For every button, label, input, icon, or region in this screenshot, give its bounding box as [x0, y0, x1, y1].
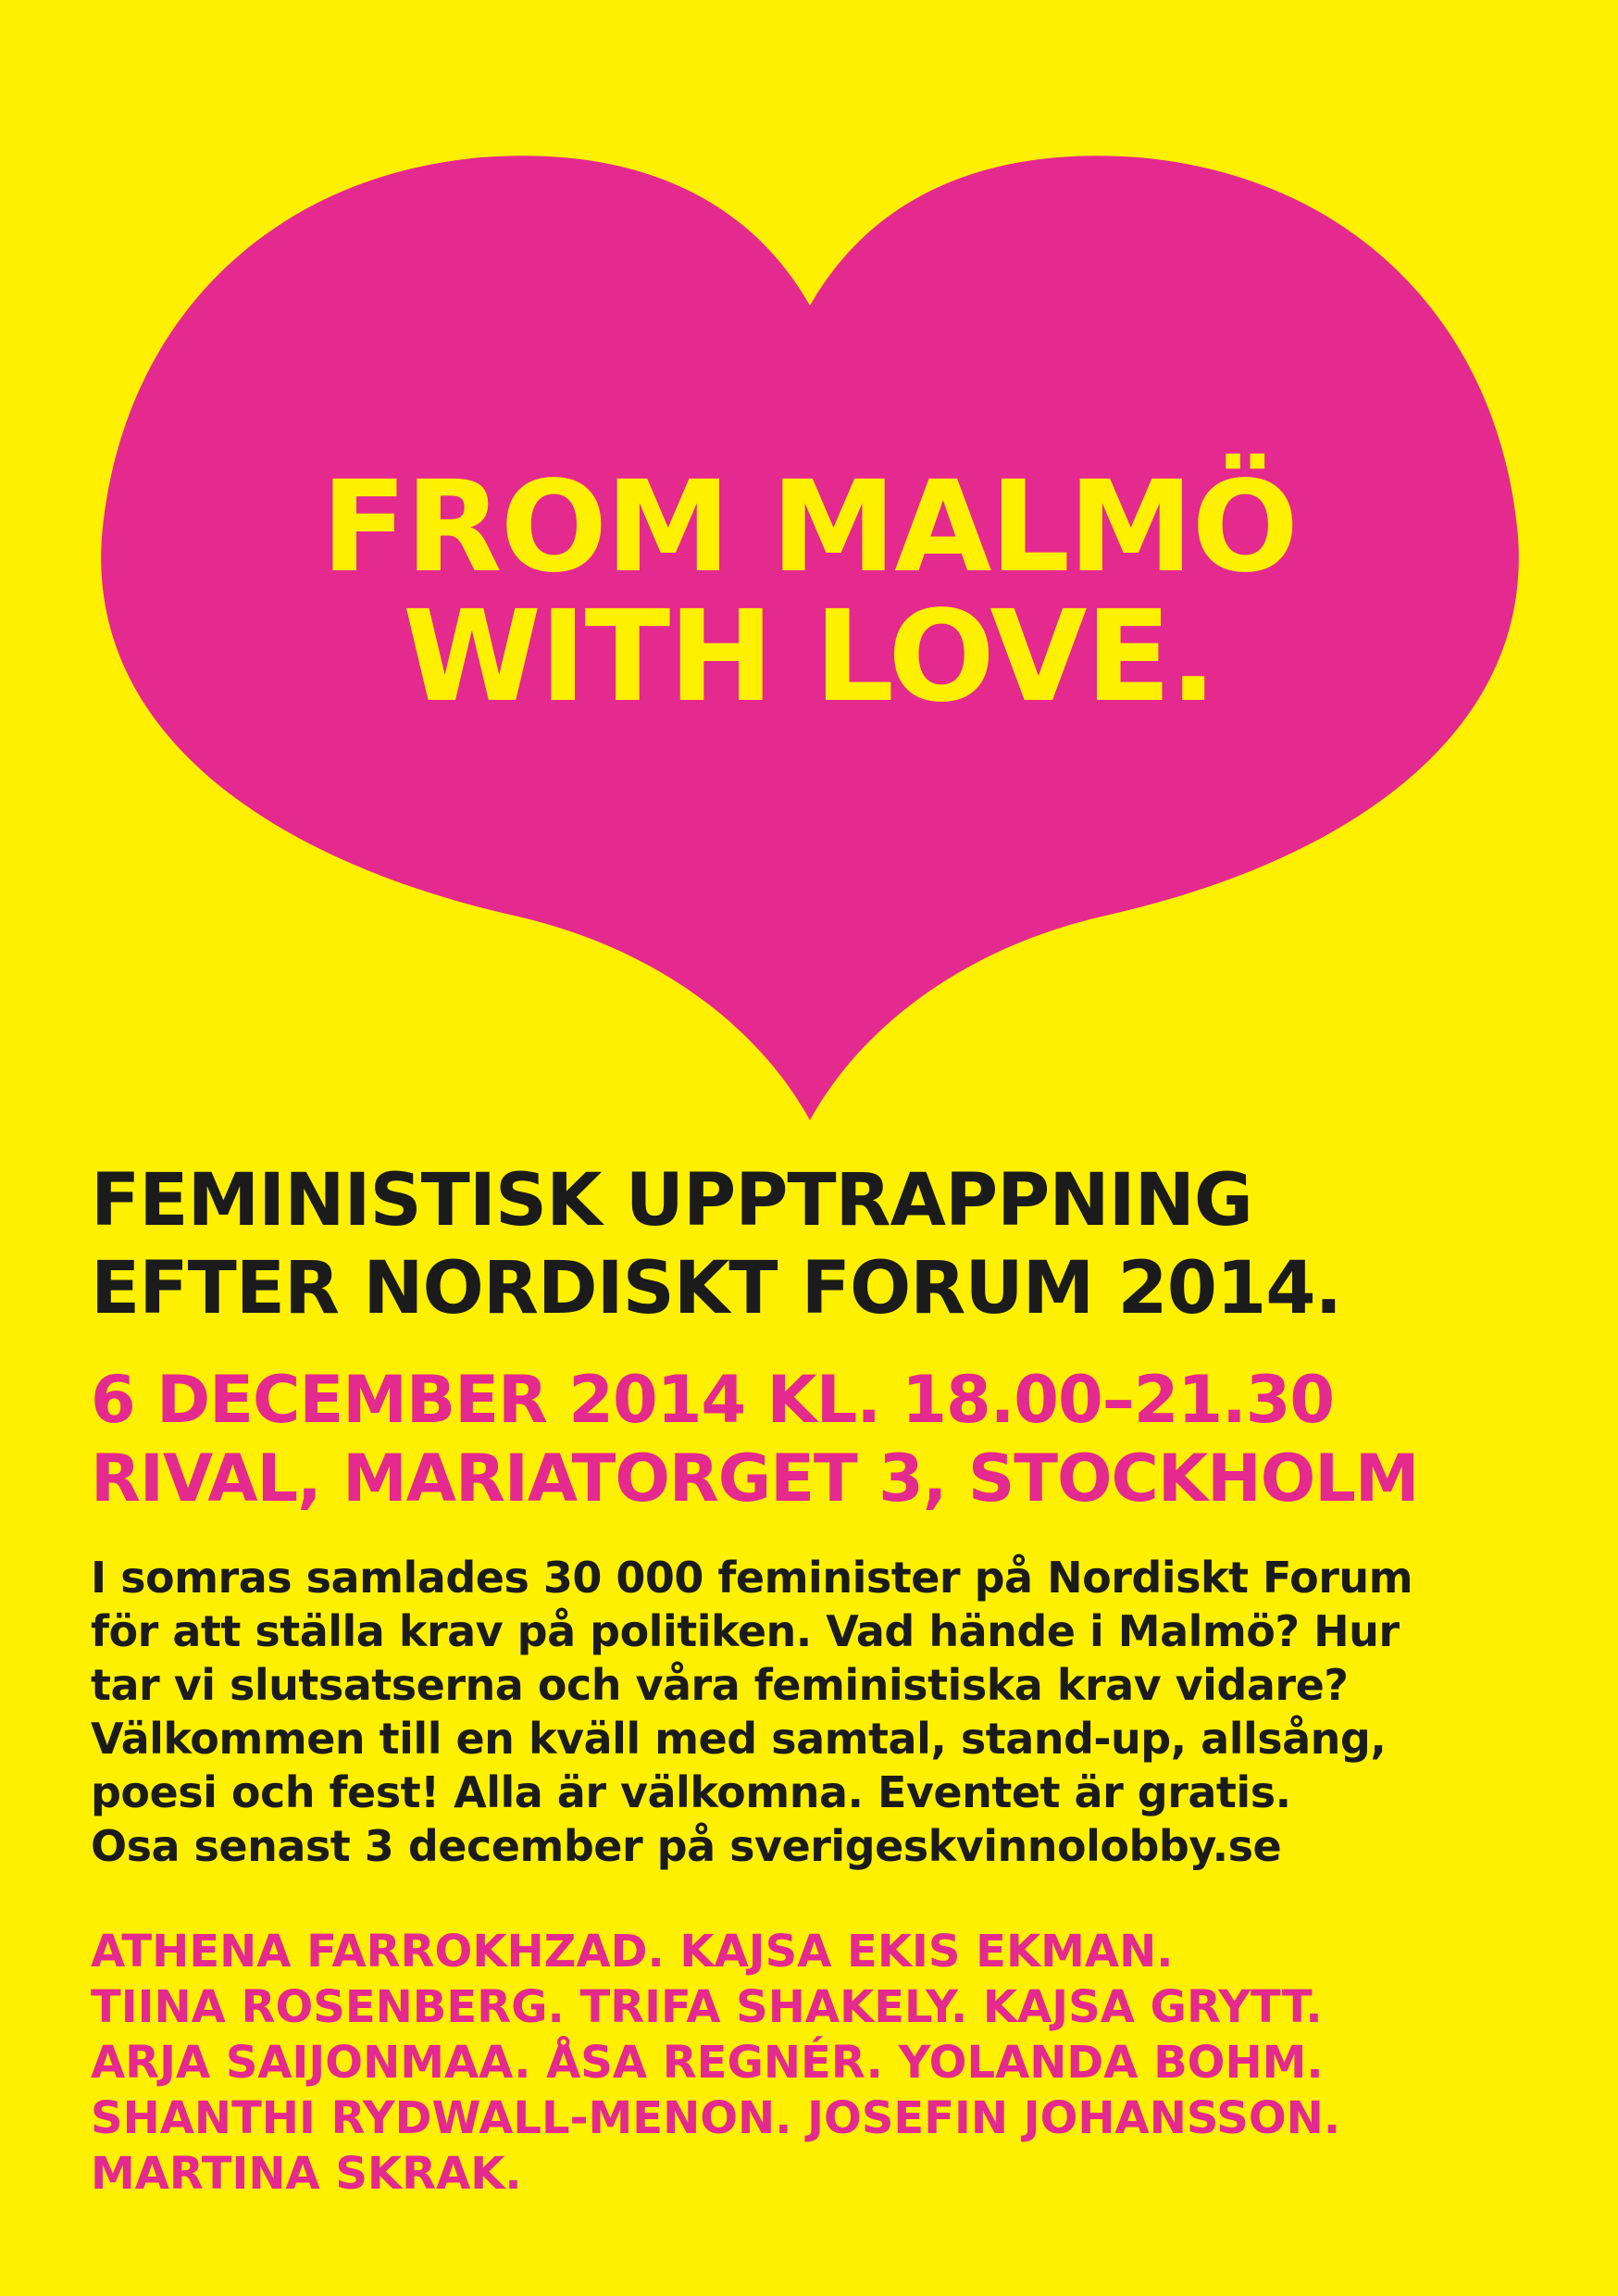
heart-title-line-2: WITH LOVE. [402, 584, 1216, 730]
description-line: för att ställa krav på politiken. Vad hände i Malmö? Hur [91, 1606, 1400, 1656]
speakers-line: TIINA ROSENBERG. TRIFA SHAKELY. KAJSA GRYTT. [91, 1981, 1323, 2033]
description-line: tar vi slutsatserna och våra feministiska krav vidare? [91, 1660, 1349, 1710]
heart-title-line-1: FROM MALMÖ [320, 455, 1298, 601]
description-line-rsvp: Osa senast 3 december på sverigeskvinnolobby.se [91, 1821, 1282, 1871]
speakers-line: ATHENA FARROKHZAD. KAJSA EKIS EKMAN. [91, 1926, 1174, 1978]
headline-line-2: EFTER NORDISKT FORUM 2014. [91, 1247, 1342, 1330]
description-line: poesi och fest! Alla är välkomna. Eventet är gratis. [91, 1767, 1291, 1817]
description-line: Välkommen till en kväll med samtal, stand-up, allsång, [91, 1714, 1387, 1764]
event-datetime: 6 DECEMBER 2014 KL. 18.00–21.30 [91, 1362, 1335, 1438]
speakers-line: MARTINA SKRAK. [91, 2148, 522, 2200]
event-location: RIVAL, MARIATORGET 3, STOCKHOLM [91, 1441, 1419, 1516]
description-line: I somras samlades 30 000 feminister på Nordiskt Forum [91, 1553, 1413, 1603]
speakers-line: ARJA SAIJONMAA. ÅSA REGNÉR. YOLANDA BOHM. [91, 2037, 1324, 2089]
speakers-line: SHANTHI RYDWALL-MENON. JOSEFIN JOHANSSON. [91, 2092, 1341, 2144]
headline-line-1: FEMINISTISK UPPTRAPPNING [91, 1159, 1252, 1242]
